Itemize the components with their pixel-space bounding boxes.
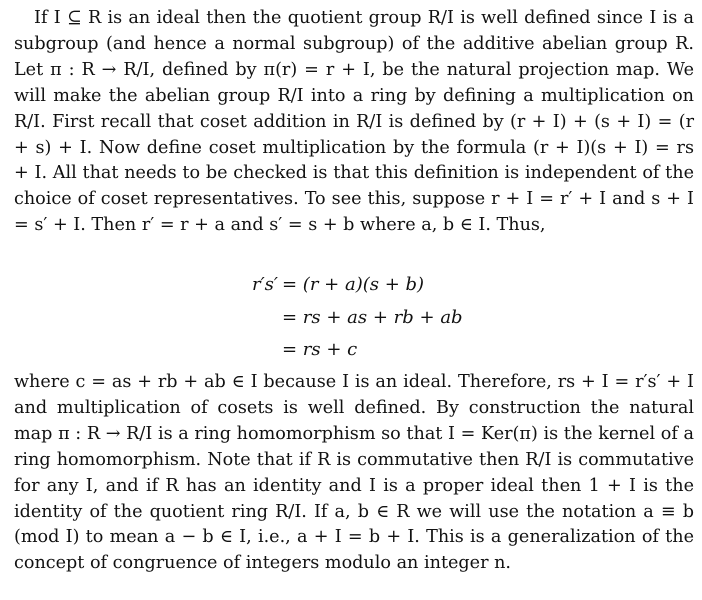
equation-rhs: = (r + a)(s + b) bbox=[282, 274, 425, 295]
paragraph-quotient-ring-definition: If I ⊆ R is an ideal then the quotient group R/I is well defined since I is a subgroup (and hence a normal subgroup) of the additive abelian group R. Let π : R → R/I, defined by π(r) = r + I, be the natural projection map. We will make the abelian group R/I into a ring by defining a multiplication on R/I. First recall that coset addition in R/I is defined by (r + I) + (s + I) = (r + s) + I. Now define coset multiplication by the formula (r + I)(s + I) = rs + I. All that needs to be checked is that this definition is independent of the choice of coset representatives. To see this, suppose r + I = r′ + I and s + I = s′ + I. Then r′ = r + a and s′ = s + b where a, b ∈ I. Thus, bbox=[14, 8, 694, 236]
equation-rhs: = rs + c bbox=[282, 339, 358, 360]
paragraph-well-defined-multiplication: where c = as + rb + ab ∈ I because I is an ideal. Therefore, rs + I = r′s′ + I and multiplication of cosets is well defined. By construction the natural map π : R → R/I is a ring homomorphism so that I = Ker(π) is the kernel of a ring homomorphism. Note that if R is commutative then R/I is commutative for any I, and if R has an identity and I is a proper ideal then 1 + I is the identity of the quotient ring R/I. If a, b ∈ R we will use the notation a ≡ b (mod I) to mean a − b ∈ I, i.e., a + I = b + I. This is a generalization of the concept of congruence of integers modulo an integer n. bbox=[14, 372, 694, 574]
equation-lhs: r′s′ bbox=[251, 274, 278, 295]
equation-line-1 bbox=[0, 270, 702, 300]
equation-line-2 bbox=[0, 303, 702, 333]
equation-block bbox=[0, 270, 702, 366]
equation-rhs: = rs + as + rb + ab bbox=[282, 307, 463, 328]
equation-line-3 bbox=[0, 335, 702, 365]
